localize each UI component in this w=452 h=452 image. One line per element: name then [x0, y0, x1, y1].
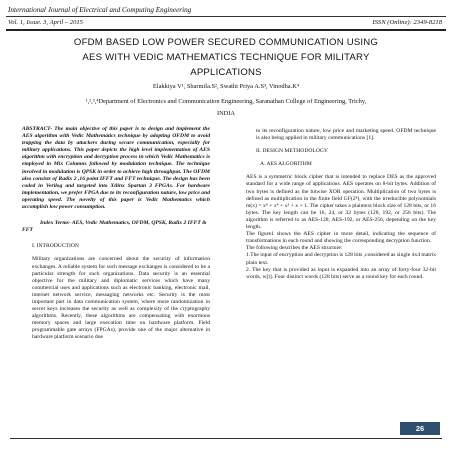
figure-reference-text: The figure1 shows the AES cipher in more detail, indicating the sequence of transformations in each round and showing the corresponding decryption function.	[246, 231, 436, 245]
author-list: Elakkiya V¹, Sharmila.S², Swathi Priya A.S³, Vinodha.K⁴	[152, 83, 300, 90]
journal-name: International Journal of Electrical and Computing Engineering	[8, 6, 192, 14]
section-heading-design-methodology: II. DESIGN METHODOLOGY	[256, 148, 328, 155]
page-number: 26	[400, 422, 440, 435]
affiliation-line-2: INDIA	[216, 110, 236, 117]
title-line-1: OFDM BASED LOW POWER SECURED COMMUNICATION USING	[73, 37, 379, 48]
header-rule-top	[6, 16, 446, 17]
footer-rule	[10, 438, 442, 439]
aes-structure-item-2: 2. The key that is provided as input is expanded into an array of forty-four 32-bit words, w[i]. Four distinct words (128 bits) serve as a round key for each round.	[246, 266, 436, 280]
title-line-2: AES WITH VEDIC MATHEMATICS TECHNIQUE FOR MILITARY	[82, 52, 370, 63]
paper-title	[20, 35, 432, 80]
bullet-text: to its reconfiguration nature, low price and marketing speed. OFDM technique is also being applied in military communications [1].	[256, 128, 436, 142]
index-terms: Index Terms- AES, Vedic Mathematics, OFDM, QPSK, Radix 2 IFFT & FFT	[22, 220, 207, 234]
title-line-3: APPLICATIONS	[190, 67, 262, 78]
aes-description: AES is a symmetric block cipher that is intended to replace DES as the approved standard for a wide range of applications. AES operates on 8-bit bytes. Addition of two bytes is defined as the bitwise XOR operation. Multiplication of two bytes is defined as multiplication in the finite field GF(2⁸), with the irreducible polynomials m(x) = x⁸ + x⁴ + x³ + x + 1. The cipher takes a plaintext block size of 128 bits, or 16 bytes. The key length can be 16, 24, or 32 bytes (128, 192, or 256 bits). The algorithm is referred to as AES-128, AES-192, or AES-256, depending on the key length.	[246, 174, 436, 231]
subsection-heading-aes: A. AES ALGORITHM	[260, 161, 312, 168]
volume-issue: Vol. 1, Issue. 3, April – 2015	[8, 19, 83, 26]
affiliation	[10, 96, 442, 120]
header-rule-bottom	[6, 29, 446, 31]
abstract: ABSTRACT- The main objective of this paper is to design and implement the AES algorithm with Vedic Mathematics technique by adopting OFDM to avoid trapping the data by attackers during secure communication, especially for military applications. This paper depicts the high level implementation of AES algorithm with encryption and decryption process in which Vedic Mathematics is employed in Mix Columns followed by modulation technique. The technique involved in modulation is QPSK in order to achieve high throughput. The OFDM also consists of Radix 2 ,16 point IFFT and FFT technique. The design has been coded in Verilog and targeted into Xilinx Spartan 3 FPGAs. For hardware implementation, we prefer FPGA due to its reconfiguration nature, low price and operating speed. The novelty of this paper is Vedic Mathematics which accomplish low power consumption.	[22, 126, 210, 211]
introduction-text: Military organizations are concerned about the security of information exchanges. A reliable system for such message exchanges is considered to be a particular strength for such organizations. Data security is an essential objective for the military and diplomatic services which have many commercial uses and applications such as electronic banking, electronic mail, internet network service, messaging networks etc. Security is the most important part in data communication system, where more randomization in secret keys increases the security as well as complexity of the cryptography algorithms. Recently, these algorithms are compensating with enormous memory spaces and large execution time on hardware platform. Field programmable gate arrays (FPGAs), provide one of the major alternative in hardware platform scenario due	[32, 256, 210, 341]
right-column	[246, 128, 436, 281]
aes-structure-item-1: 1.The input of encryption and decryption is 128 bits ,considered as single 4x4 matrix plain text.	[246, 252, 436, 266]
section-heading-introduction: I. INTRODUCTION	[32, 243, 79, 250]
affiliation-line-1: ¹,²,³,⁴Department of Electronics and Communication Engineering, Saranathan College of Engineering, Trichy,	[85, 98, 367, 105]
aes-structure-intro: The following describes the AES structure:	[246, 245, 343, 252]
issn: ISSN (Online): 2349-8218	[372, 19, 442, 26]
bullet-continuation	[246, 128, 436, 142]
left-column	[22, 126, 210, 342]
